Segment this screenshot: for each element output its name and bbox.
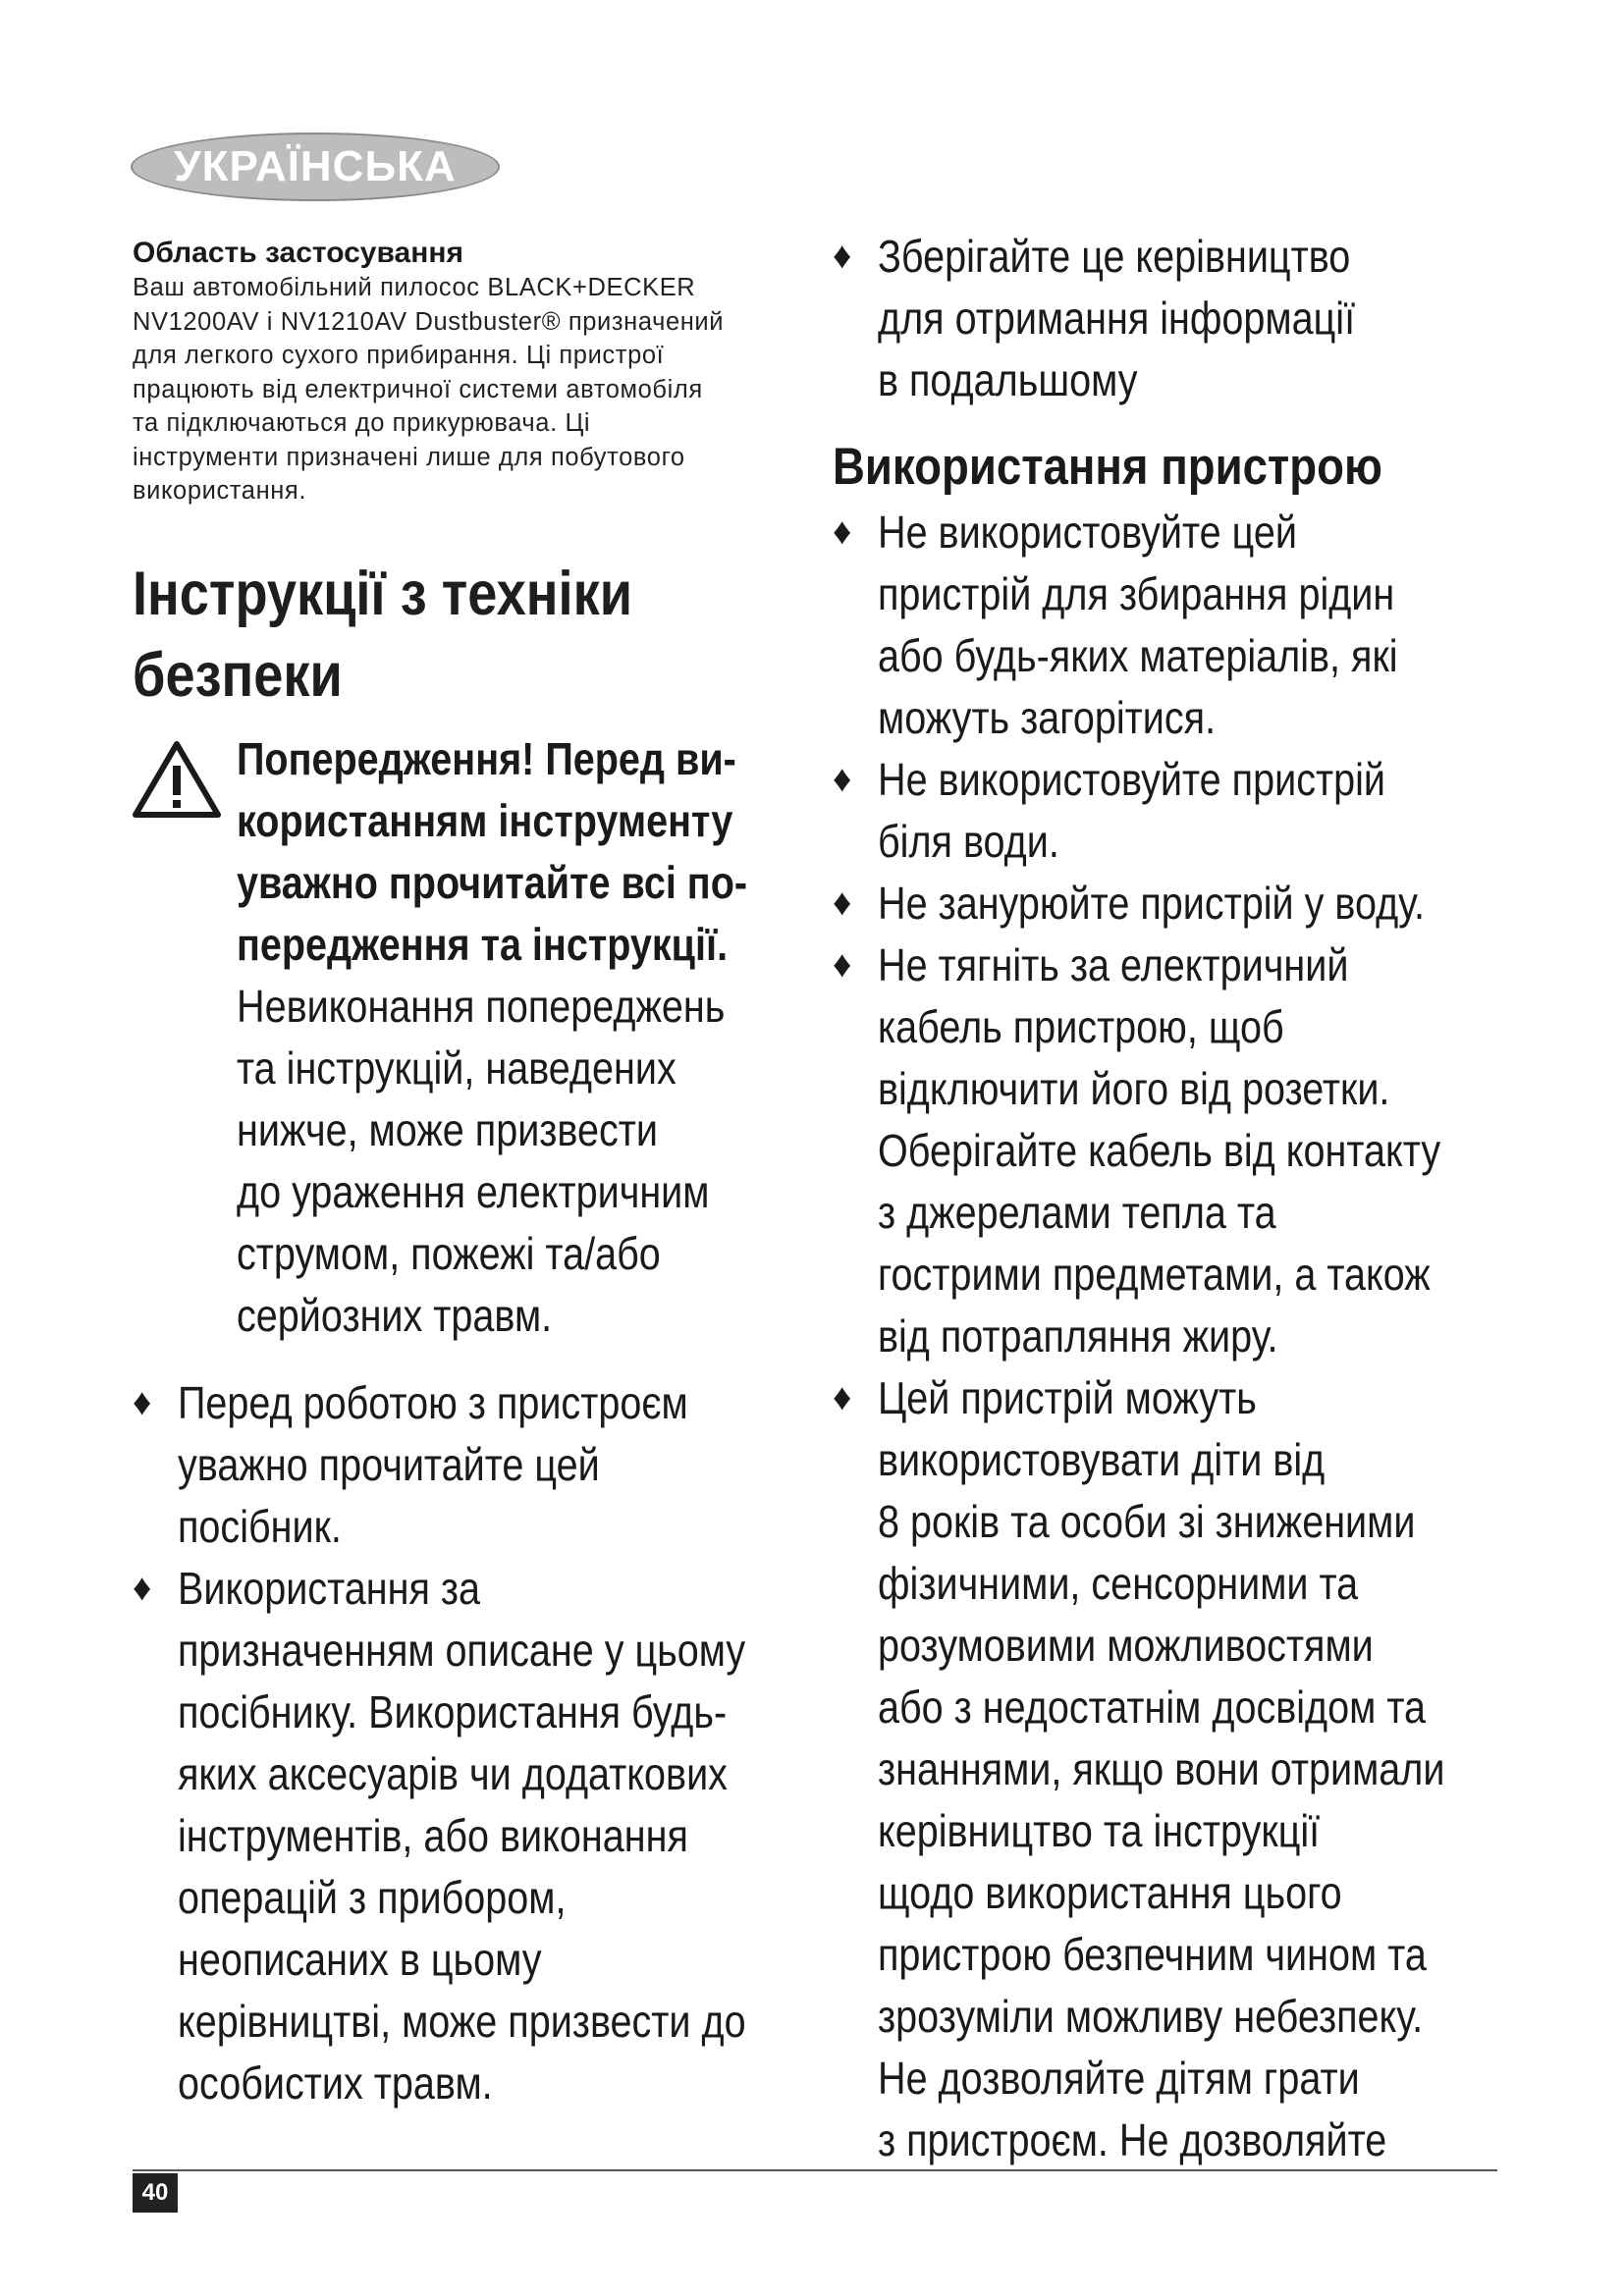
safety-title-line: Інструкції з техніки (133, 559, 632, 628)
bullet-line: інструментів, або виконання (178, 1809, 688, 1861)
safety-bullet-list (133, 1372, 810, 2114)
warning-triangle-icon (133, 740, 221, 819)
bullet-diamond-icon: ♦ (833, 882, 852, 924)
bullet-line: біля води. (878, 816, 1059, 867)
bullet-diamond-icon: ♦ (833, 511, 852, 553)
bullet-line: фізичними, сенсорними та (878, 1558, 1359, 1609)
bullet-line: Цей пристрій можуть (878, 1372, 1257, 1423)
bullet-line: для отримання інформації (878, 293, 1356, 344)
language-label: УКРАЇНСЬКА (174, 142, 457, 190)
list-item (133, 1558, 810, 2114)
bullet-line: від потрапляння жиру. (878, 1310, 1278, 1362)
warning-line: струмом, пожежі та/або (237, 1227, 661, 1279)
footer-divider (133, 2169, 1497, 2171)
scope-line: для легкого сухого прибирання. Ці пристрої (133, 342, 665, 369)
scope-line: NV1200AV і NV1210AV Dustbuster® призначений (133, 307, 725, 336)
list-item (833, 1367, 1520, 2171)
usage-bullet-list (833, 502, 1520, 2171)
scope-line: працюють від електричної системи автомобіля (133, 375, 703, 403)
language-badge (131, 133, 500, 201)
warning-line: нижче, може призвести (237, 1103, 659, 1155)
bullet-line: неописаних в цьому (178, 1933, 542, 1985)
bullet-line: яких аксесуарів чи додаткових (178, 1747, 728, 1799)
bullet-line: уважно прочитайте цей (178, 1438, 600, 1490)
bullet-line: Використання за (178, 1562, 481, 1614)
bullet-line: посібнику. Використання будь- (178, 1685, 728, 1737)
bullet-line: кабель пристрою, щоб (878, 1001, 1284, 1052)
warning-bold-line: Попередження! Перед ви- (237, 732, 736, 784)
bullet-line: Не тягніть за електричний (878, 939, 1349, 990)
list-item (833, 226, 1520, 411)
bullet-line: Не занурюйте пристрій у воду. (878, 878, 1425, 929)
safety-title (133, 554, 715, 717)
warning-block (133, 728, 810, 1347)
list-item (833, 502, 1520, 749)
scope-line: Ваш автомобільний пилосос BLACK+DECKER (133, 274, 696, 301)
bullet-line: пристрою безпечним чином та (878, 1929, 1427, 1980)
bullet-line: Не дозволяйте дітям грати (878, 2053, 1360, 2104)
list-item (833, 934, 1520, 1367)
bullet-line: Перед роботою з пристроєм (178, 1376, 688, 1428)
bullet-line: Оберігайте кабель від контакту (878, 1125, 1441, 1176)
bullet-diamond-icon: ♦ (133, 1381, 152, 1423)
warning-bold-line: користанням інструменту (237, 794, 733, 846)
bullet-line: щодо використання цього (878, 1867, 1342, 1918)
list-item (833, 749, 1520, 873)
bullet-line: з пристроєм. Не дозволяйте (878, 2114, 1387, 2165)
bullet-line: або з недостатнім досвідом та (878, 1682, 1427, 1733)
scope-line: та підключаються до прикурювача. Ці (133, 409, 591, 437)
bullet-line: 8 років та особи зі зниженими (878, 1496, 1416, 1547)
bullet-line: знаннями, якщо вони отримали (878, 1743, 1445, 1794)
bullet-diamond-icon: ♦ (833, 944, 852, 986)
page-number: 40 (133, 2173, 178, 2213)
bullet-diamond-icon: ♦ (833, 759, 852, 800)
list-item (833, 873, 1520, 934)
bullet-line: розумовими можливостями (878, 1620, 1374, 1671)
warning-bold-line: передження та інструкції. (237, 918, 729, 970)
bullet-line: можуть загорітися. (878, 692, 1217, 743)
bullet-line: в подальшому (878, 354, 1138, 405)
scope-line: використання. (133, 477, 307, 505)
bullet-line: з джерелами тепла та (878, 1187, 1276, 1238)
bullet-line: гострими предметами, а також (878, 1249, 1431, 1300)
bullet-line: призначенням описане у цьому (178, 1624, 746, 1676)
bullet-line: керівництві, може призвести до (178, 1995, 746, 2047)
scope-line: інструменти призначені лише для побутового (133, 443, 685, 471)
bullet-line: керівництво та інструкції (878, 1805, 1321, 1856)
bullet-diamond-icon: ♦ (133, 1567, 152, 1609)
bullet-line: використовувати діти від (878, 1434, 1326, 1485)
bullet-line: пристрій для збирання рідин (878, 568, 1395, 619)
safety-title-line: безпеки (133, 640, 343, 710)
bullet-diamond-icon: ♦ (833, 236, 852, 277)
bullet-line: відключити його від розетки. (878, 1063, 1390, 1114)
list-item (133, 1372, 810, 1558)
left-column (133, 236, 810, 2114)
warning-line: до ураження електричним (237, 1165, 710, 1217)
usage-title: Використання пристрою (833, 438, 1382, 496)
scope-title: Область застосування (133, 237, 463, 269)
bullet-line: зрозуміли можливу небезпеку. (878, 1991, 1424, 2042)
bullet-diamond-icon: ♦ (833, 1377, 852, 1418)
warning-line: серйозних травм. (237, 1289, 553, 1341)
bullet-line: посібник. (178, 1500, 342, 1552)
warning-line: та інструкцій, наведених (237, 1041, 677, 1094)
right-column (833, 226, 1520, 2171)
bullet-line: Не використовуйте пристрій (878, 754, 1385, 805)
scope-text (133, 271, 810, 508)
bullet-line: особистих травм. (178, 2056, 493, 2109)
bullet-line: операцій з прибором, (178, 1871, 567, 1923)
warning-bold-line: уважно прочитайте всі по- (237, 856, 748, 908)
manual-bullet-list (833, 226, 1520, 411)
bullet-line: Зберігайте це керівництво (878, 231, 1351, 282)
warning-line: Невиконання попереджень (237, 980, 726, 1032)
bullet-line: Не використовуйте цей (878, 507, 1297, 558)
bullet-line: або будь-яких матеріалів, які (878, 630, 1398, 681)
